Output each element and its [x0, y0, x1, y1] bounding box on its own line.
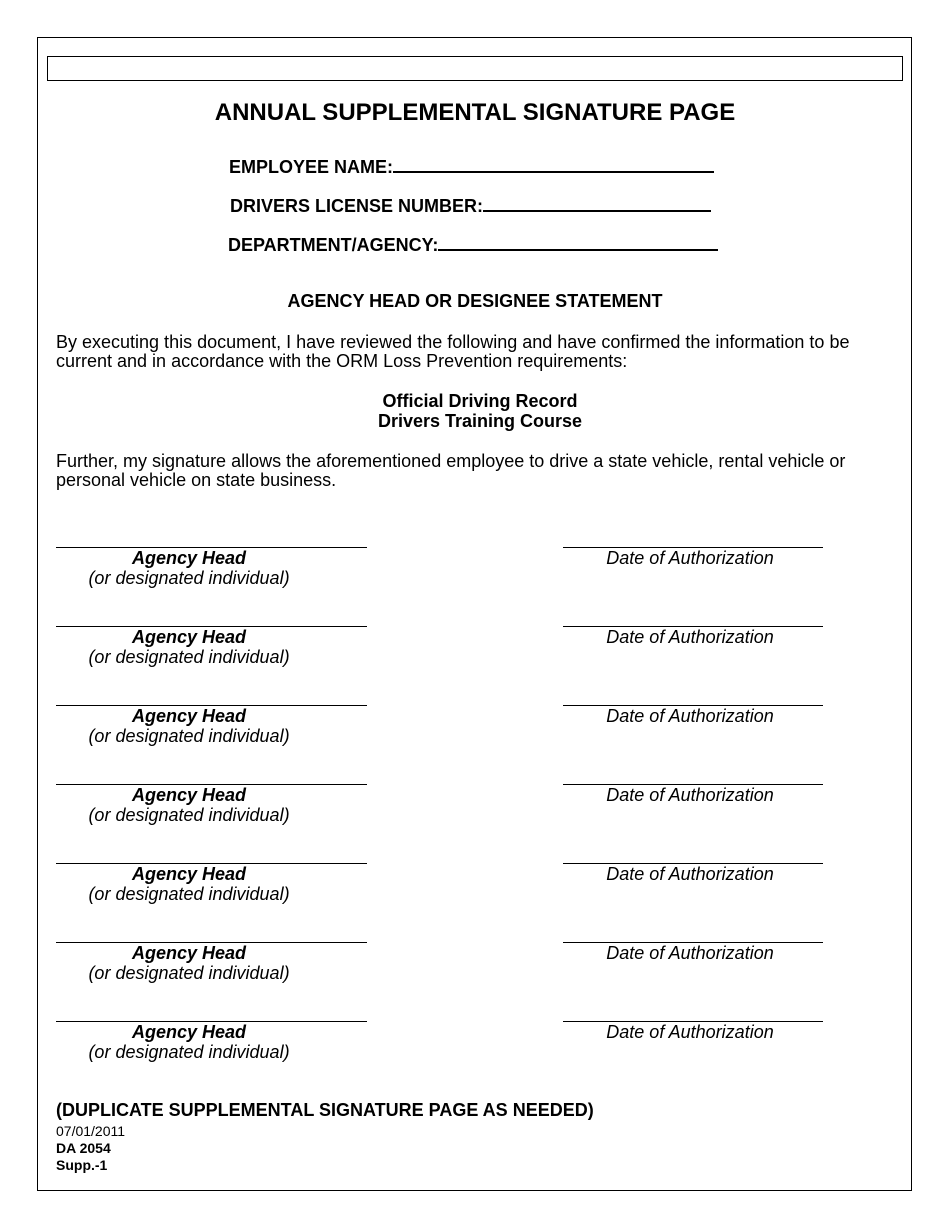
statement-heading: AGENCY HEAD OR DESIGNEE STATEMENT — [287, 291, 663, 311]
drivers-license-blank[interactable] — [483, 193, 711, 212]
signer-title: Agency Head — [131, 943, 247, 963]
header-box — [47, 56, 903, 81]
statement-paragraph: By executing this document, I have reviewed the following and have confirmed the information to be current and in accordance with the ORM Loss Prevention requirements: — [56, 332, 850, 371]
page-title: ANNUAL SUPPLEMENTAL SIGNATURE PAGE — [214, 99, 736, 126]
signer-note: (or designated individual) — [88, 884, 290, 904]
signer-label — [56, 706, 322, 746]
footer-form-number: DA 2054 — [56, 1140, 111, 1156]
date-label: Date of Authorization — [606, 1022, 774, 1042]
signer-label — [56, 864, 322, 904]
signer-label — [56, 548, 322, 588]
signer-label — [56, 1022, 322, 1062]
department-blank[interactable] — [438, 232, 718, 251]
date-label: Date of Authorization — [606, 864, 774, 884]
signer-note: (or designated individual) — [88, 726, 290, 746]
footer-supp: Supp.-1 — [56, 1157, 108, 1173]
date-label: Date of Authorization — [606, 627, 774, 647]
date-label: Date of Authorization — [606, 706, 774, 726]
footer-date: 07/01/2011 — [56, 1123, 126, 1139]
date-label: Date of Authorization — [606, 943, 774, 963]
signer-note: (or designated individual) — [88, 1042, 290, 1062]
signer-label — [56, 943, 322, 983]
employee-name-field — [229, 154, 714, 178]
date-label: Date of Authorization — [606, 785, 774, 805]
signer-note: (or designated individual) — [88, 805, 290, 825]
drivers-license-field — [230, 193, 711, 217]
signer-title: Agency Head — [131, 864, 247, 884]
item-drivers-training-course: Drivers Training Course — [377, 411, 583, 431]
item-official-driving-record: Official Driving Record — [382, 391, 578, 411]
department-field — [228, 232, 718, 256]
signer-title: Agency Head — [131, 785, 247, 805]
signer-label — [56, 627, 322, 667]
date-label: Date of Authorization — [606, 548, 774, 568]
signer-title: Agency Head — [131, 548, 247, 568]
duplicate-note: (DUPLICATE SUPPLEMENTAL SIGNATURE PAGE AS NEEDED) — [56, 1100, 594, 1120]
authorization-paragraph: Further, my signature allows the aforementioned employee to drive a state vehicle, rental vehicle or personal vehicle on state business. — [56, 451, 846, 490]
signer-title: Agency Head — [131, 1022, 247, 1042]
employee-name-label: EMPLOYEE NAME: — [229, 157, 394, 177]
signer-note: (or designated individual) — [88, 568, 290, 588]
department-label: DEPARTMENT/AGENCY: — [228, 235, 439, 255]
signer-title: Agency Head — [131, 627, 247, 647]
signer-label — [56, 785, 322, 825]
signer-note: (or designated individual) — [88, 963, 290, 983]
signer-note: (or designated individual) — [88, 647, 290, 667]
drivers-license-label: DRIVERS LICENSE NUMBER: — [230, 196, 484, 216]
signer-title: Agency Head — [131, 706, 247, 726]
employee-name-blank[interactable] — [393, 154, 714, 173]
